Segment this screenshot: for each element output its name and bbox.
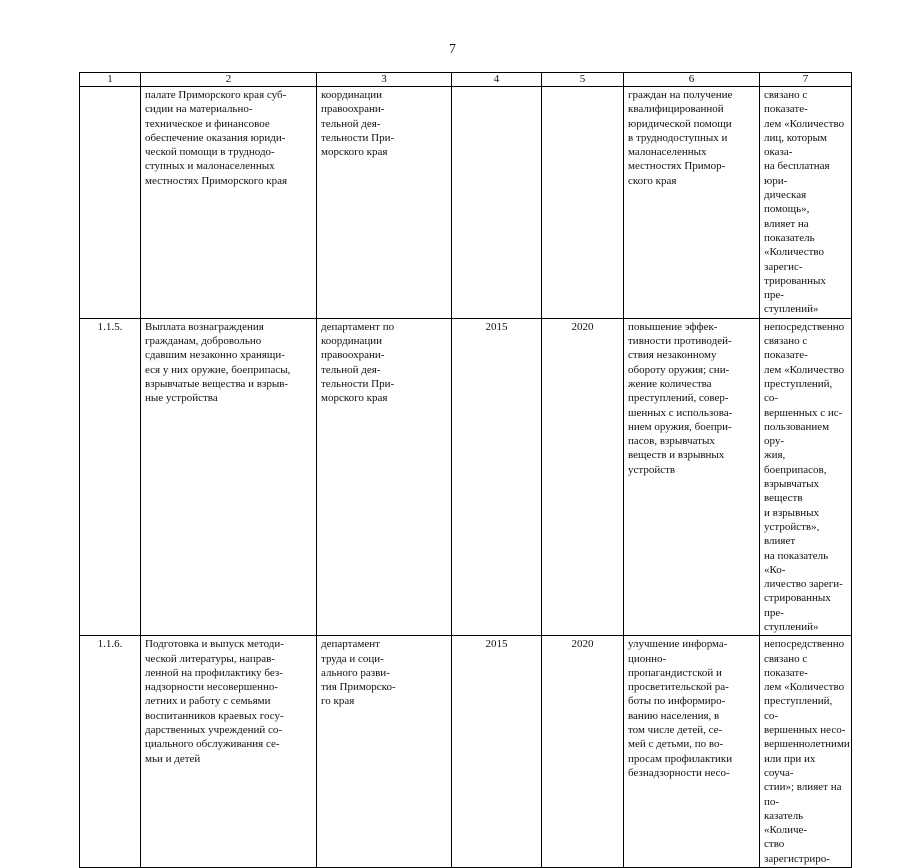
page-number: 7 xyxy=(449,42,456,57)
measure-cell: палате Приморского края суб- сидии на материально- техническое и финансовое обеспечение оказания юриди- ческой помощи в труднодо- ступных и малонаселенных местностях Приморского края xyxy=(141,87,317,319)
executor-cell: департамент по координации правоохрани- тельной дея- тельности При- морского края xyxy=(317,318,452,636)
end-year-cell: 2020 xyxy=(542,636,624,868)
column-header: 3 xyxy=(317,73,452,87)
indicator-link-cell: непосредственно связано с показате- лем «Количество преступлений, со- вершенных несо- вершеннолетними или при их соуча- стии»; влияет на по- казатель «Количе- ство зарегистриро- xyxy=(760,636,852,868)
table-row xyxy=(80,318,852,636)
executor-cell: департамент труда и соци- ального разви- тия Приморско- го края xyxy=(317,636,452,868)
start-year-cell xyxy=(452,87,542,319)
column-header: 7 xyxy=(760,73,852,87)
end-year-cell: 2020 xyxy=(542,318,624,636)
start-year-cell: 2015 xyxy=(452,318,542,636)
column-header: 4 xyxy=(452,73,542,87)
result-cell: улучшение информа- ционно- пропагандистской и просветительской ра- боты по информиро- ванию населения, в том числе детей, се- мей с детьми, по во- просам профилактики безнадзорности несо- xyxy=(624,636,760,868)
column-header: 6 xyxy=(624,73,760,87)
program-measures-table xyxy=(79,72,852,868)
result-cell: граждан на получение квалифицированной юридической помощи в труднодоступных и малонаселенных местностях Примор- ского края xyxy=(624,87,760,319)
table-row xyxy=(80,636,852,868)
table-header-row xyxy=(80,73,852,87)
indicator-link-cell: непосредственно связано с показате- лем «Количество преступлений, со- вершенных с ис- пользованием ору- жия, боеприпасов, взрывчатых веществ и взрывных устройств», влияет на показатель «Ко- личество зареги- стрированных пре- ступлений» xyxy=(760,318,852,636)
row-number-cell xyxy=(80,87,141,319)
row-number-cell: 1.1.6. xyxy=(80,636,141,868)
executor-cell: координации правоохрани- тельной дея- тельности При- морского края xyxy=(317,87,452,319)
column-header: 5 xyxy=(542,73,624,87)
column-header: 2 xyxy=(141,73,317,87)
result-cell: повышение эффек- тивности противодей- ствия незаконному обороту оружия; сни- жение количества преступлений, совер- шенных с использова- нием оружия, боепри- пасов, взрывчатых веществ и взрывных устройств xyxy=(624,318,760,636)
start-year-cell: 2015 xyxy=(452,636,542,868)
table-row xyxy=(80,87,852,319)
indicator-link-cell: связано с показате- лем «Количество лиц, которым оказа- на бесплатная юри- дическая помощь», влияет на показатель «Количество зарегис- трированных пре- ступлений» xyxy=(760,87,852,319)
row-number-cell: 1.1.5. xyxy=(80,318,141,636)
measure-cell: Подготовка и выпуск методи- ческой литературы, направ- ленной на профилактику без- надзорности несовершенно- летних и работу с семьями воспитанников краевых госу- дарственных учреждений со- циального обслуживания се- мьи и детей xyxy=(141,636,317,868)
end-year-cell xyxy=(542,87,624,319)
measure-cell: Выплата вознаграждения гражданам, добровольно сдавшим незаконно хранящи- еся у них оружие, боеприпасы, взрывчатые вещества и взрыв- ные устройства xyxy=(141,318,317,636)
column-header: 1 xyxy=(80,73,141,87)
